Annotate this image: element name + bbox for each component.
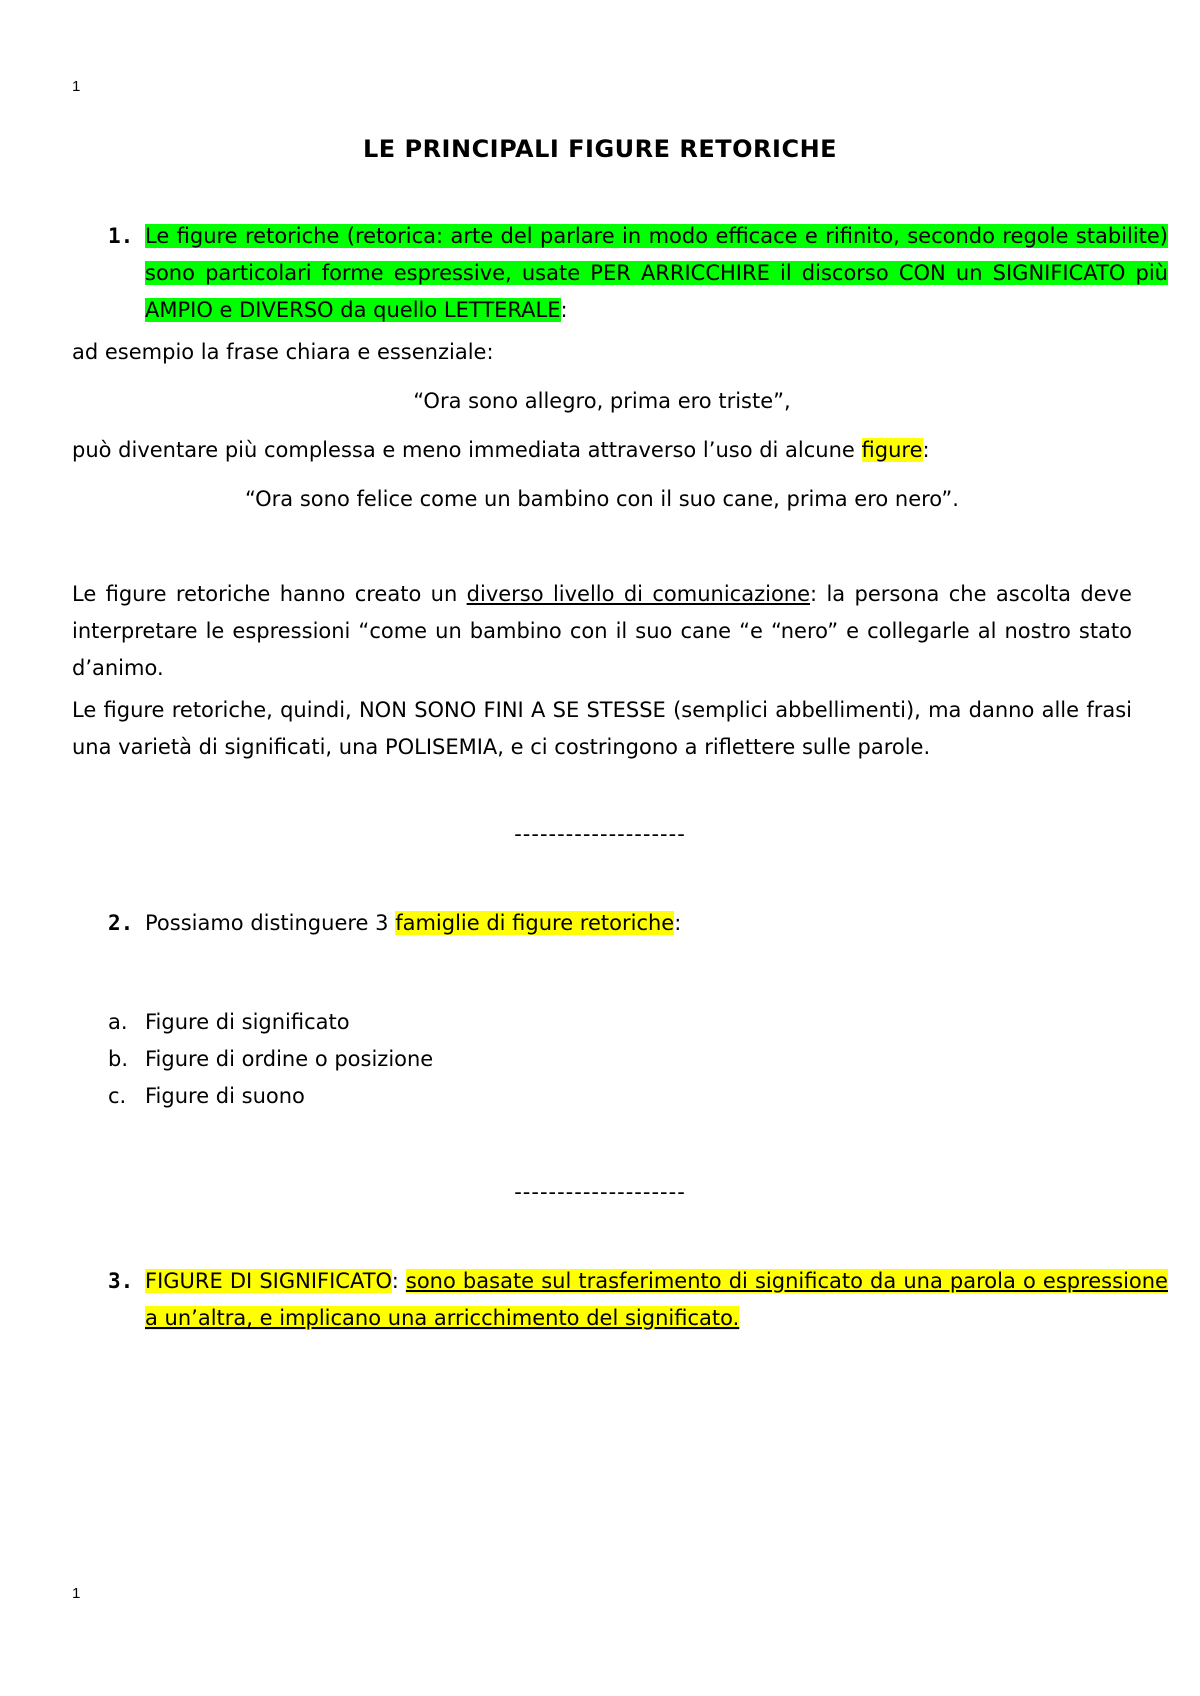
section-3-term: FIGURE DI SIGNIFICATO (145, 1269, 392, 1293)
section-1-number: 1. (108, 224, 134, 248)
paragraph-2: Le figure retoriche, quindi, NON SONO FINI A SE STESSE (semplici abbellimenti), ma danno alle frasi una varietà di significati, una POLISEMIA, e ci costringono a riflettere sulle parole. (72, 698, 1132, 759)
list-item (108, 1078, 433, 1115)
section-3-text (145, 1263, 1168, 1337)
section-3-number: 3. (108, 1269, 134, 1293)
section-1-tail: : (560, 298, 568, 322)
section-3-colon: : (391, 1269, 399, 1293)
list-item (108, 1041, 433, 1078)
section-2 (72, 905, 1168, 942)
section-2-number: 2. (108, 911, 134, 935)
page-number-bottom: 1 (72, 1585, 81, 1602)
section-3-space (399, 1269, 406, 1293)
paragraph-1-underlined: diverso livello di comunicazione (466, 582, 811, 606)
list-label: Figure di ordine o posizione (145, 1047, 434, 1071)
families-list (108, 1004, 433, 1115)
section-2-highlight: famiglie di figure retoriche (395, 911, 675, 935)
page-number-top: 1 (72, 78, 81, 95)
quote-2: “Ora sono felice come un bambino con il suo cane, prima ero nero”. (245, 487, 959, 511)
section-3 (72, 1263, 1168, 1337)
transform-prefix: può diventare più complessa e meno immediata attraverso l’uso di alcune (72, 438, 862, 462)
transform-highlight: figure (861, 438, 923, 462)
list-marker: a. (108, 1010, 128, 1034)
section-1-highlight: Le figure retoriche (retorica: arte del parlare in modo efficace e rifinito, secondo regole stabilite) sono particolari forme espressive, usate PER ARRICCHIRE il discorso CON un SIGNIFICATO più AMPIO e DIVERSO da quello LETTERALE (145, 224, 1168, 322)
page-title: LE PRINCIPALI FIGURE RETORICHE (362, 135, 838, 163)
section-1-text (145, 218, 1168, 329)
list-label: Figure di significato (145, 1010, 350, 1034)
section-3-definition: sono basate sul trasferimento di significato da una parola o espressione a un’altra, e implicano una arricchimento del significato. (145, 1269, 1168, 1330)
separator-1: -------------------- (514, 822, 686, 846)
section-1 (72, 218, 1168, 329)
list-item (108, 1004, 433, 1041)
list-marker: c. (108, 1084, 127, 1108)
list-marker: b. (108, 1047, 129, 1071)
section-2-text (145, 905, 1168, 942)
separator-2: -------------------- (514, 1180, 686, 1204)
section-2-suffix: : (674, 911, 682, 935)
transform-sentence (72, 432, 1132, 469)
example-intro: ad esempio la frase chiara e essenziale: (72, 340, 494, 364)
paragraph-1-suffix: : la persona che ascolta deve interpretare le espressioni “come un bambino con il suo cane “e “nero” e collegarle al nostro stato d’animo. (72, 582, 1132, 680)
quote-1: “Ora sono allegro, prima ero triste”, (413, 389, 791, 413)
list-label: Figure di suono (145, 1084, 305, 1108)
paragraph-1-prefix: Le figure retoriche hanno creato un (72, 582, 467, 606)
transform-suffix: : (922, 438, 930, 462)
section-2-prefix: Possiamo distinguere 3 (145, 911, 396, 935)
paragraph-1 (72, 576, 1132, 687)
